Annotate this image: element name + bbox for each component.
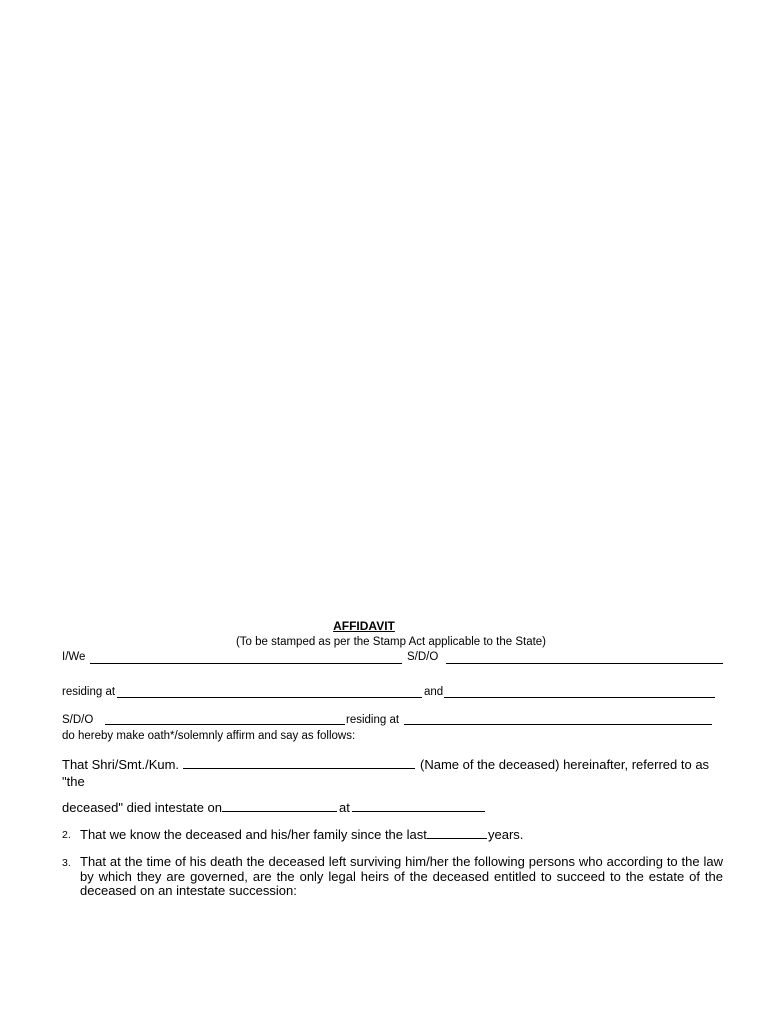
at-label: at xyxy=(339,800,350,815)
para1-suffix: (Name of the deceased) hereinafter, referred to as xyxy=(420,757,710,772)
parent-name-blank-line[interactable] xyxy=(446,663,723,664)
label-residing-at-2: residing at xyxy=(346,714,400,726)
parent-name-blank-line-2[interactable] xyxy=(105,724,345,725)
para1-quote-the: "the xyxy=(62,774,85,789)
document-subtitle: (To be stamped as per the Stamp Act applicable to the State) xyxy=(235,636,547,648)
died-intestate-label: deceased" died intestate on xyxy=(62,800,223,815)
deceased-name-blank-line[interactable] xyxy=(183,768,415,769)
address-blank-line-2[interactable] xyxy=(404,724,712,725)
item-2-text-before: That we know the deceased and his/her family since the last xyxy=(80,827,427,842)
item-3-text: That at the time of his death the deceased left surviving him/her the following persons who according to the law by which they are governed, are the only legal heirs of the deceased entitled to succeed to the estate of the deceased on an intestate succession: xyxy=(80,854,723,898)
item-2-number: 2. xyxy=(62,829,71,841)
label-and: and xyxy=(424,686,444,698)
document-title: AFFIDAVIT xyxy=(333,619,395,633)
label-residing-at-1: residing at xyxy=(62,686,116,698)
label-sdo-1: S/D/O xyxy=(407,651,439,663)
second-name-blank-line[interactable] xyxy=(444,697,715,698)
label-i-we: I/We xyxy=(62,651,86,663)
place-of-death-blank-line[interactable] xyxy=(352,811,485,812)
name-blank-line[interactable] xyxy=(90,663,402,664)
para1-prefix: That Shri/Smt./Kum. xyxy=(62,757,180,772)
oath-statement: do hereby make oath*/solemnly affirm and say as follows: xyxy=(62,730,356,742)
label-sdo-2: S/D/O xyxy=(62,714,94,726)
address-blank-line-1[interactable] xyxy=(117,697,422,698)
date-of-death-blank-line[interactable] xyxy=(222,811,337,812)
years-blank-line[interactable] xyxy=(427,838,487,839)
item-2-text-after: years. xyxy=(488,827,524,842)
item-3-number: 3. xyxy=(62,857,71,869)
